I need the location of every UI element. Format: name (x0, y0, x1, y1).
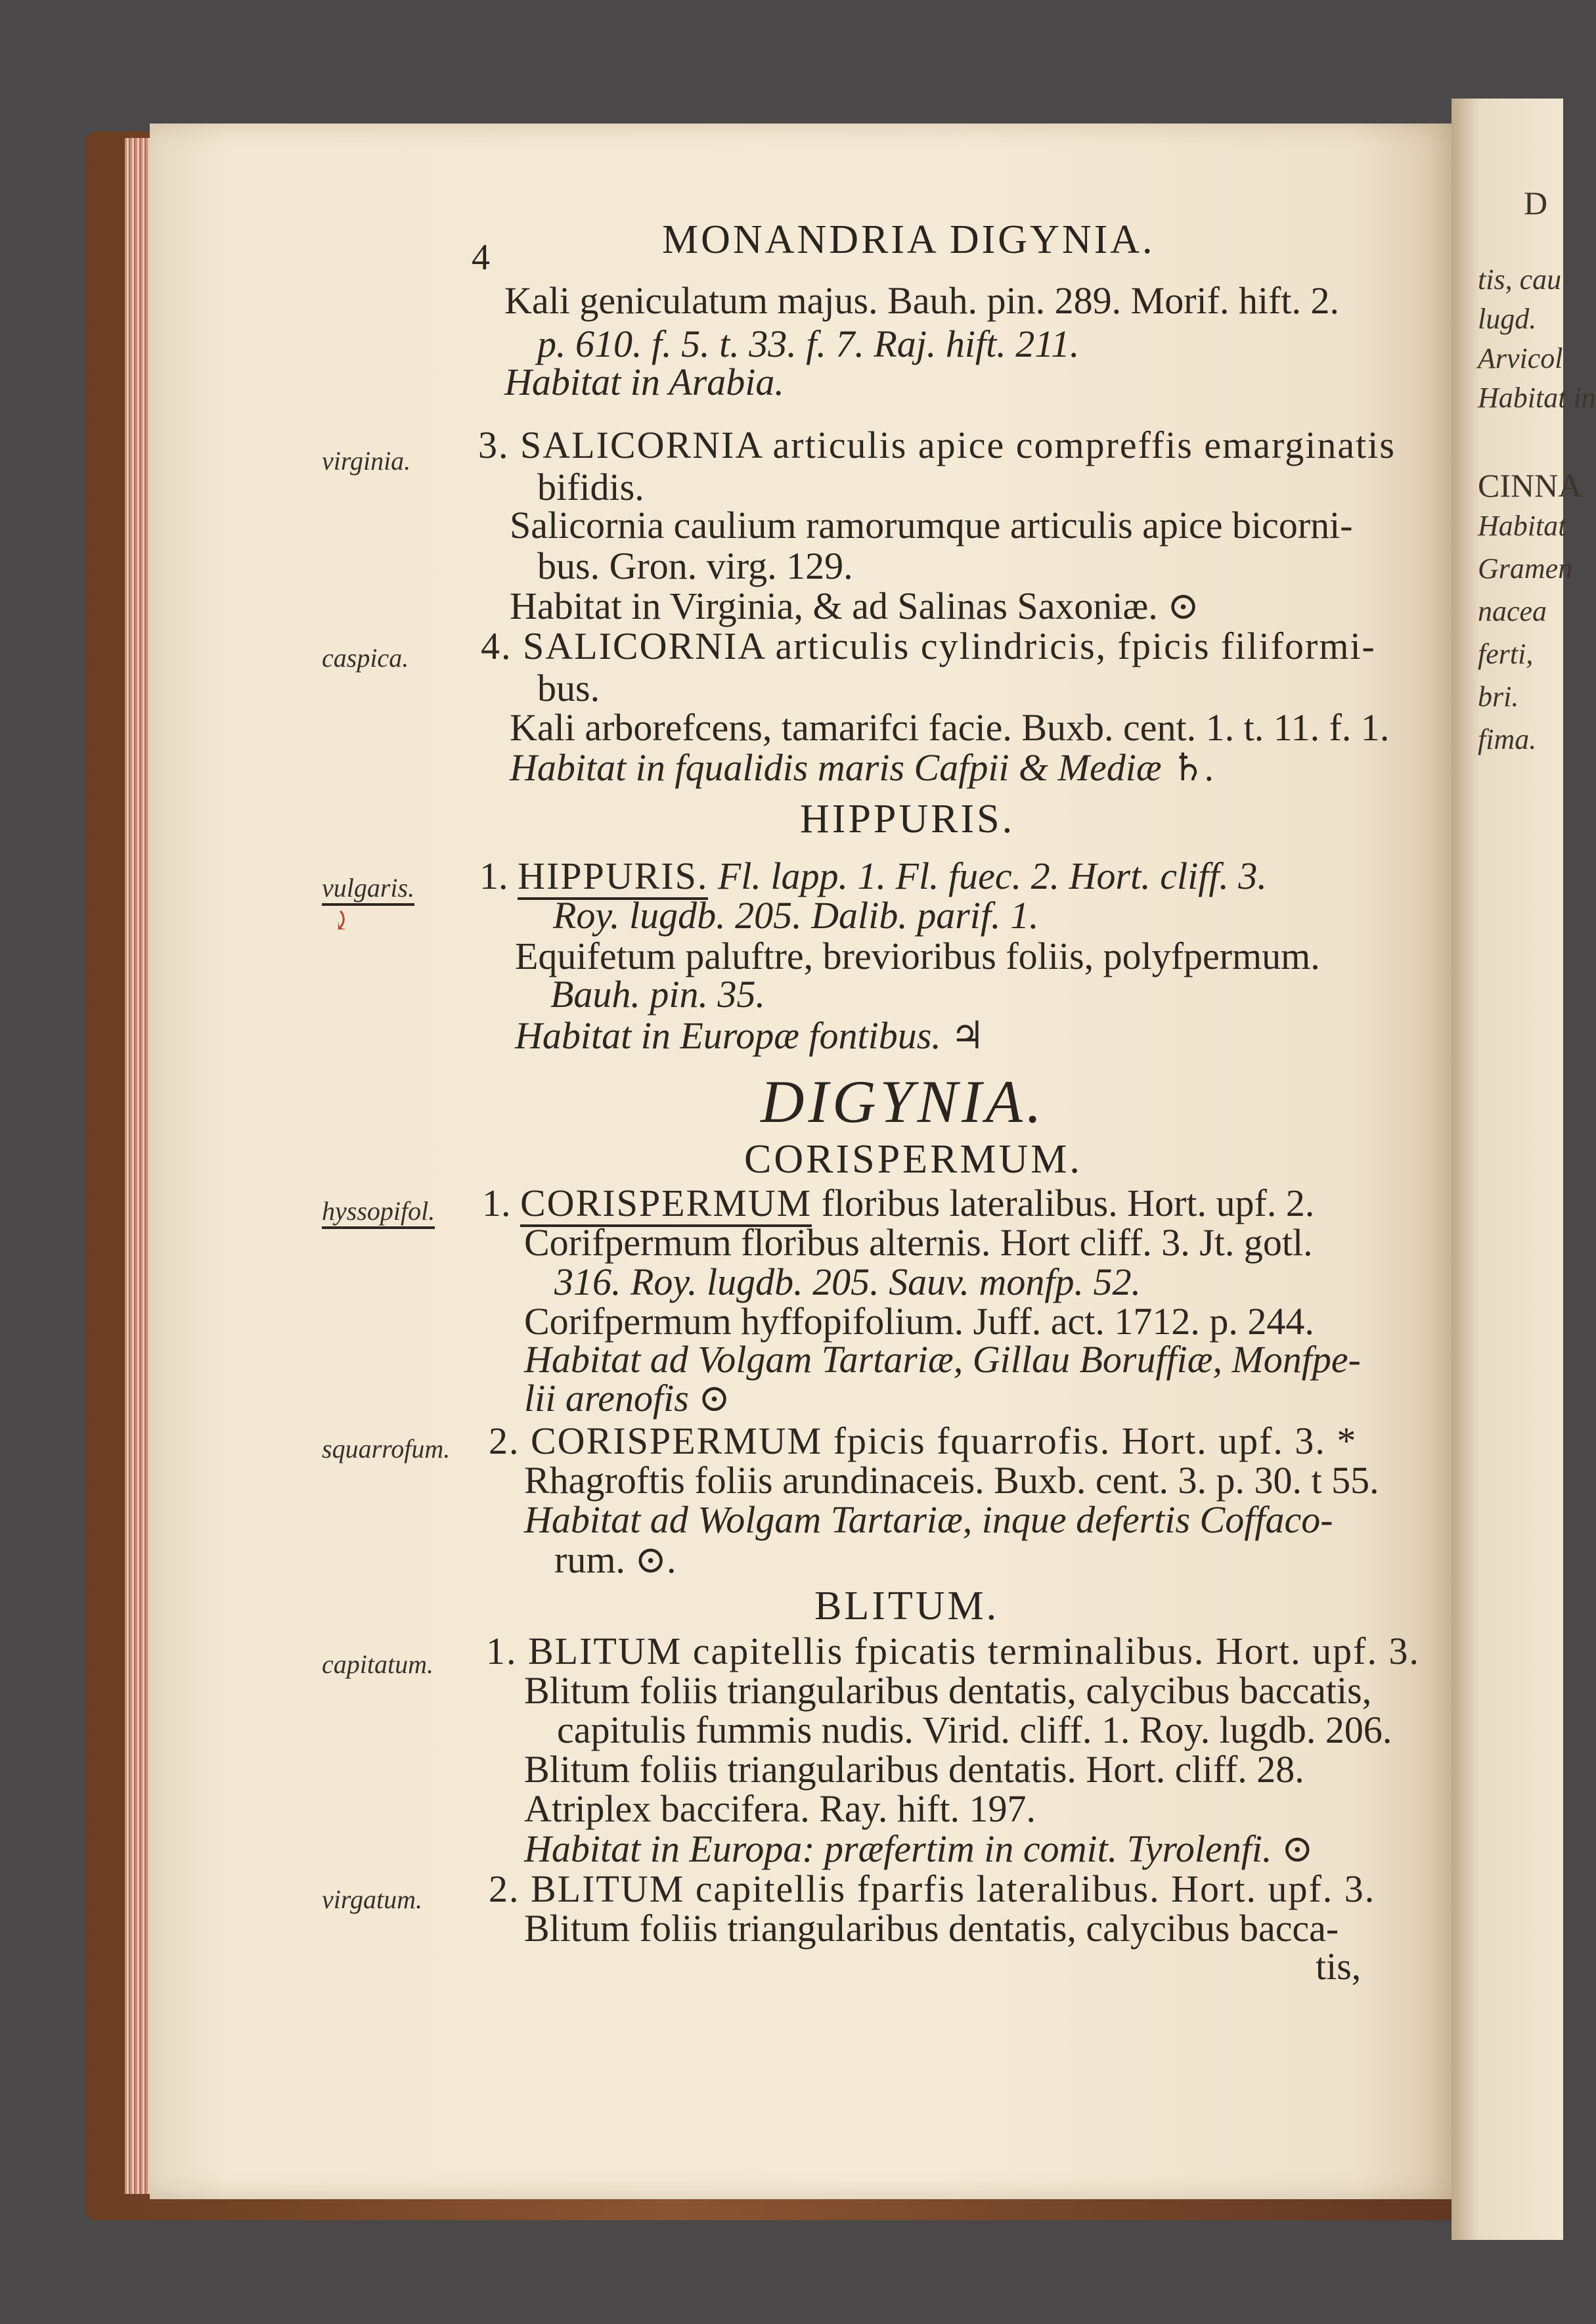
text-line: p. 610. f. 5. t. 33. f. 7. Raj. hift. 211. (537, 323, 1080, 365)
margin-note-squarrosum: squarrofum. (322, 1434, 451, 1464)
genus-name: HIPPURIS. (518, 855, 708, 900)
text-line: Habitat in Europæ fontibus. ♃ (515, 1014, 985, 1057)
species-heading: 4. SALICORNIA articulis cylindricis, fpicis filiformi- (481, 625, 1376, 667)
species-number: 1. (482, 1182, 520, 1224)
facing-page-text: ferti, (1478, 638, 1534, 670)
text-line: Salicornia caulium ramorumque articulis apice bicorni- (510, 504, 1353, 547)
facing-page-text: D (1524, 185, 1548, 221)
facing-page-text: Arvicol (1478, 342, 1563, 374)
margin-note-hyssopifol: hyssopifol. (322, 1196, 435, 1229)
facing-page-text: CINNA (1478, 467, 1582, 504)
text-line: Habitat ad Volgam Tartariæ, Gillau Boruffiæ, Monfpe- (524, 1338, 1361, 1381)
margin-note-capitatum: capitatum. (322, 1649, 433, 1679)
text-line: Kali geniculatum majus. Bauh. pin. 289. Morif. hift. 2. (504, 279, 1339, 322)
text-line: Habitat in Europa: præfertim in comit. Tyrolenfi. ⊙ (524, 1827, 1314, 1870)
folio-number: 4 (472, 237, 490, 278)
species-heading: 2. BLITUM capitellis fparfis lateralibus. Hort. upf. 3. (489, 1867, 1376, 1910)
text-line: Corifpermum hyffopifolium. Juff. act. 1712. p. 244. (524, 1300, 1314, 1343)
text-line: tis, (1316, 1945, 1362, 1988)
text-line: lii arenofis ⊙ (524, 1377, 730, 1419)
reference-text: Fl. lapp. 1. Fl. fuec. 2. Hort. cliff. 3. (708, 855, 1267, 897)
genus-heading-corispermum: CORISPERMUM. (744, 1137, 1082, 1182)
facing-page-text: bri. (1478, 681, 1519, 713)
text-line: bus. (537, 667, 600, 709)
species-heading: 1. BLITUM capitellis fpicatis terminalibus. Hort. upf. 3. (486, 1630, 1420, 1672)
section-heading-digynia: DIGYNIA. (761, 1068, 1046, 1135)
facing-page-text: Habitat (1478, 510, 1566, 542)
species-heading: 3. SALICORNIA articulis apice compreffis emarginatis (478, 424, 1396, 466)
margin-note-vulgaris: vulgaris. (322, 872, 414, 906)
book-page (150, 123, 1457, 2199)
text-line: bifidis. (537, 466, 644, 508)
text-line: Bauh. pin. 35. (550, 973, 766, 1016)
text-line: Habitat in Virginia, & ad Salinas Saxoniæ. ⊙ (510, 585, 1199, 627)
genus-name: CORISPERMUM (520, 1182, 812, 1227)
species-number: 1. (479, 855, 518, 897)
facing-page-text: lugd. (1478, 303, 1537, 335)
facing-page-fragment (1452, 99, 1596, 2240)
text-line: capitulis fummis nudis. Virid. cliff. 1. Roy. lugdb. 206. (557, 1709, 1392, 1751)
species-heading (482, 1181, 1314, 1225)
facing-page-text: Gramen (1478, 552, 1573, 585)
text-line: 316. Roy. lugdb. 205. Sauv. monfp. 52. (554, 1261, 1142, 1303)
text-line: Equifetum paluftre, brevioribus foliis, polyfpermum. (515, 935, 1320, 977)
margin-note-caspica: caspica. (322, 643, 409, 673)
text-line: bus. Gron. virg. 129. (537, 545, 853, 587)
margin-note-virginia: virginia. (322, 446, 411, 476)
margin-note-virgatum: virgatum. (322, 1885, 422, 1914)
facing-page-text: tis, cau (1478, 263, 1562, 296)
genus-heading-hippuris: HIPPURIS. (800, 797, 1015, 841)
text-line: Atriplex baccifera. Ray. hift. 197. (524, 1787, 1036, 1830)
text-line: Corifpermum floribus alternis. Hort cliff. 3. Jt. gotl. (524, 1221, 1313, 1264)
reference-text: floribus lateralibus. Hort. upf. 2. (812, 1182, 1315, 1224)
species-heading (479, 854, 1267, 898)
running-head: MONANDRIA DIGYNIA. (662, 217, 1155, 262)
text-line: Habitat in Arabia. (504, 361, 784, 403)
text-line: Blitum foliis triangularibus dentatis, calycibus baccatis, (524, 1669, 1372, 1712)
genus-heading-blitum: BLITUM. (814, 1584, 1000, 1628)
text-line: Blitum foliis triangularibus dentatis, calycibus bacca- (524, 1907, 1339, 1950)
species-heading: 2. CORISPERMUM fpicis fquarrofis. Hort. upf. 3. * (489, 1419, 1358, 1462)
text-line: Habitat ad Wolgam Tartariæ, inque defertis Coffaco- (524, 1498, 1333, 1541)
text-line: Blitum foliis triangularibus dentatis. Hort. cliff. 28. (524, 1748, 1304, 1791)
text-line: rum. ⊙. (554, 1538, 676, 1581)
text-line: Rhagroftis foliis arundinaceis. Buxb. cent. 3. p. 30. t 55. (524, 1459, 1379, 1502)
text-line: Roy. lugdb. 205. Dalib. parif. 1. (553, 894, 1039, 937)
text-line: Habitat in fqualidis maris Cafpii & Mediæ ♄. (510, 746, 1215, 789)
text-line: Kali arborefcens, tamarifci facie. Buxb. cent. 1. t. 11. f. 1. (510, 706, 1390, 749)
facing-page-text: Habitat in (1478, 382, 1596, 414)
red-mark: ⤸ (330, 906, 353, 935)
facing-page-text: fima. (1478, 723, 1537, 755)
facing-page-text: nacea (1478, 595, 1547, 627)
